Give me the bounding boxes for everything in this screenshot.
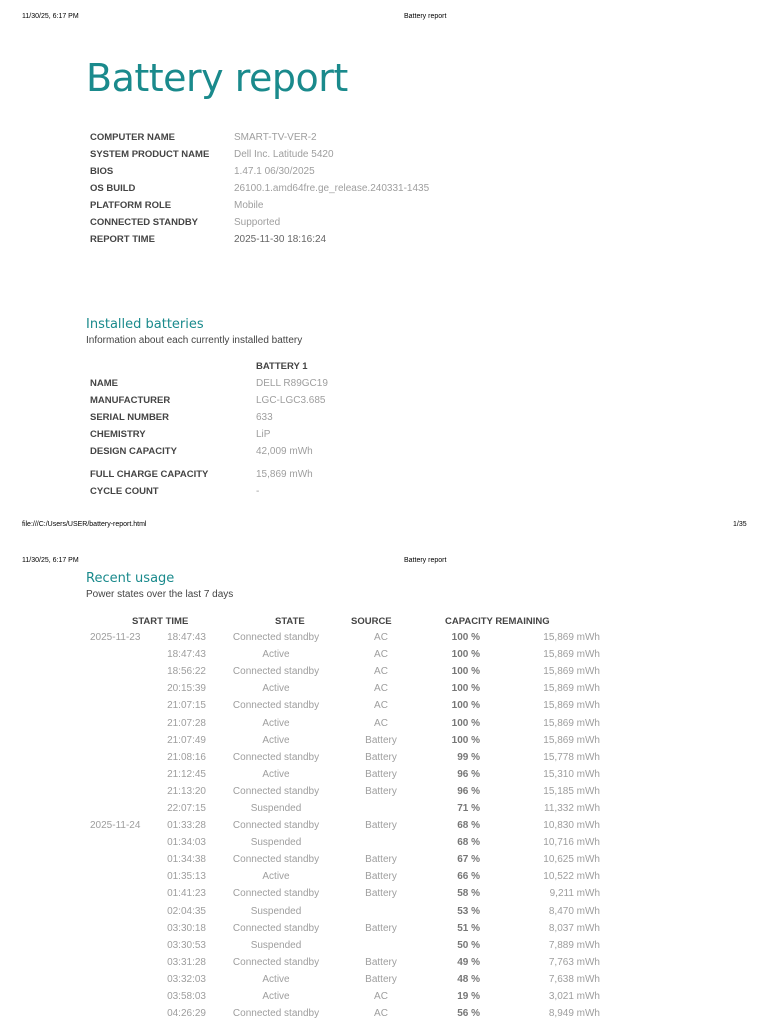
usage-capacity: 7,763 mWh — [548, 956, 600, 968]
usage-percent: 100 % — [451, 683, 480, 695]
usage-row — [86, 697, 600, 714]
usage-time: 22:07:15 — [167, 802, 206, 814]
usage-source — [346, 800, 416, 817]
usage-time: 01:41:23 — [167, 888, 206, 900]
page-title: Battery report — [86, 56, 348, 100]
usage-time: 04:26:29 — [167, 1008, 206, 1020]
usage-state: Suspended — [250, 939, 302, 951]
print-header-title: Battery report — [404, 557, 447, 564]
source-header: SOURCE — [351, 616, 392, 627]
usage-percent: 100 % — [451, 717, 480, 729]
usage-time: 21:07:28 — [167, 717, 206, 729]
system-info-value: 1.47.1 06/30/2025 — [234, 166, 315, 177]
usage-capacity: 15,869 mWh — [543, 683, 600, 695]
usage-date — [86, 954, 154, 971]
usage-date: 2025-11-24 — [90, 820, 141, 832]
usage-source — [346, 937, 416, 954]
usage-row — [86, 783, 600, 800]
usage-row — [86, 954, 600, 971]
recent-usage-table — [86, 629, 600, 1022]
usage-time: 21:13:20 — [167, 785, 206, 797]
battery-info-label: FULL CHARGE CAPACITY — [90, 469, 209, 480]
system-info-label: PLATFORM ROLE — [90, 200, 172, 211]
usage-percent: 49 % — [457, 956, 480, 968]
battery-info-label: DESIGN CAPACITY — [90, 446, 177, 457]
battery-info-label: NAME — [90, 378, 118, 389]
usage-date — [86, 800, 154, 817]
usage-row — [86, 1005, 600, 1022]
usage-time: 01:34:03 — [167, 837, 206, 849]
usage-state: Active — [262, 871, 290, 883]
usage-date — [86, 714, 154, 731]
report-time-value: 2025-11-30 18:16:24 — [234, 234, 327, 245]
usage-time: 03:58:03 — [167, 991, 206, 1003]
usage-row — [86, 988, 600, 1005]
usage-row — [86, 766, 600, 783]
usage-percent: 68 % — [457, 820, 480, 832]
print-header-datetime: 11/30/25, 6:17 PM — [22, 557, 79, 564]
usage-source — [346, 903, 416, 920]
battery-info-value: LiP — [256, 429, 271, 440]
usage-state: Active — [262, 973, 290, 985]
usage-source: Battery — [365, 734, 397, 746]
usage-capacity: 15,869 mWh — [543, 649, 600, 661]
print-header-datetime: 11/30/25, 6:17 PM — [22, 13, 79, 20]
usage-percent: 100 % — [451, 734, 480, 746]
battery-info-value: - — [256, 486, 260, 497]
usage-percent: 100 % — [451, 632, 480, 644]
usage-capacity: 15,185 mWh — [543, 785, 600, 797]
usage-capacity: 7,889 mWh — [548, 939, 600, 951]
usage-date — [86, 920, 154, 937]
battery-info-value: 633 — [256, 412, 273, 423]
usage-capacity: 11,332 mWh — [544, 802, 600, 814]
system-info-value: Dell Inc. Latitude 5420 — [234, 149, 334, 160]
usage-row — [86, 629, 600, 646]
print-footer-page: 1/35 — [733, 521, 747, 528]
usage-row — [86, 749, 600, 766]
usage-capacity: 10,716 mWh — [543, 837, 600, 849]
usage-percent: 99 % — [457, 751, 480, 763]
usage-percent: 68 % — [457, 837, 480, 849]
usage-percent: 71 % — [457, 802, 480, 814]
usage-date — [86, 988, 154, 1005]
battery-info-label: CYCLE COUNT — [90, 486, 159, 497]
usage-source: Battery — [365, 785, 397, 797]
usage-date — [86, 766, 154, 783]
usage-row — [86, 885, 600, 902]
usage-date — [86, 885, 154, 902]
usage-source: AC — [374, 666, 388, 678]
usage-capacity: 15,869 mWh — [543, 700, 600, 712]
usage-percent: 56 % — [457, 1008, 480, 1020]
usage-source: AC — [374, 991, 388, 1003]
system-info-label: CONNECTED STANDBY — [90, 217, 199, 228]
usage-state: Connected standby — [232, 956, 320, 968]
usage-capacity: 15,310 mWh — [543, 768, 600, 780]
usage-capacity: 8,470 mWh — [548, 905, 600, 917]
usage-source: Battery — [365, 956, 397, 968]
usage-percent: 67 % — [457, 854, 480, 866]
usage-date — [86, 1005, 154, 1022]
usage-state: Connected standby — [232, 1008, 320, 1020]
usage-time: 20:15:39 — [167, 683, 206, 695]
system-info-value: Mobile — [234, 200, 264, 211]
usage-percent: 19 % — [457, 991, 480, 1003]
usage-date — [86, 868, 154, 885]
usage-state: Connected standby — [232, 820, 320, 832]
usage-date — [86, 903, 154, 920]
usage-capacity: 7,638 mWh — [548, 973, 600, 985]
usage-source: AC — [374, 632, 388, 644]
usage-time: 02:04:35 — [167, 905, 206, 917]
usage-source — [346, 834, 416, 851]
start-time-header: START TIME — [132, 616, 189, 627]
usage-date — [86, 937, 154, 954]
usage-time: 21:12:45 — [167, 768, 206, 780]
usage-state: Active — [262, 734, 290, 746]
usage-date — [86, 851, 154, 868]
usage-date — [86, 663, 154, 680]
usage-source: AC — [374, 717, 388, 729]
usage-time: 21:08:16 — [167, 751, 206, 763]
usage-percent: 96 % — [457, 785, 480, 797]
usage-date: 2025-11-23 — [90, 632, 141, 644]
usage-date — [86, 680, 154, 697]
battery-info-value: 42,009 mWh — [256, 446, 313, 457]
usage-time: 18:47:43 — [167, 632, 206, 644]
usage-date — [86, 697, 154, 714]
usage-row — [86, 971, 600, 988]
usage-time: 21:07:49 — [167, 734, 206, 746]
usage-percent: 100 % — [451, 649, 480, 661]
usage-source: Battery — [365, 973, 397, 985]
usage-time: 03:32:03 — [167, 973, 206, 985]
usage-state: Active — [262, 991, 290, 1003]
battery-info-label: CHEMISTRY — [90, 429, 146, 440]
installed-batteries-title: Installed batteries — [86, 317, 204, 332]
usage-state: Connected standby — [232, 854, 320, 866]
usage-percent: 96 % — [457, 768, 480, 780]
usage-source: Battery — [365, 768, 397, 780]
usage-time: 01:33:28 — [167, 820, 206, 832]
usage-row — [86, 732, 600, 749]
usage-row — [86, 903, 600, 920]
usage-time: 03:30:53 — [167, 939, 206, 951]
capacity-remaining-header: CAPACITY REMAINING — [445, 616, 550, 627]
usage-capacity: 10,625 mWh — [543, 854, 600, 866]
usage-time: 01:34:38 — [167, 854, 206, 866]
usage-capacity: 9,211 mWh — [549, 888, 600, 900]
usage-source: AC — [374, 649, 388, 661]
usage-time: 21:07:15 — [167, 700, 206, 712]
usage-percent: 58 % — [457, 888, 480, 900]
usage-percent: 51 % — [457, 922, 480, 934]
system-info-value: Supported — [234, 217, 281, 228]
usage-date — [86, 834, 154, 851]
usage-state: Active — [262, 768, 290, 780]
battery-info-value: DELL R89GC19 — [256, 378, 328, 389]
usage-capacity: 10,522 mWh — [543, 871, 600, 883]
usage-state: Connected standby — [232, 751, 320, 763]
usage-source: AC — [374, 683, 388, 695]
usage-time: 03:30:18 — [167, 922, 206, 934]
usage-capacity: 15,869 mWh — [543, 666, 600, 678]
usage-time: 03:31:28 — [167, 956, 206, 968]
usage-capacity: 10,830 mWh — [543, 820, 600, 832]
usage-capacity: 3,021 mWh — [548, 991, 600, 1003]
system-info-label: COMPUTER NAME — [90, 132, 175, 143]
usage-date — [86, 646, 154, 663]
system-info-label: SYSTEM PRODUCT NAME — [90, 149, 210, 160]
usage-percent: 100 % — [451, 666, 480, 678]
usage-row — [86, 937, 600, 954]
usage-row — [86, 851, 600, 868]
battery-info-label: SERIAL NUMBER — [90, 412, 169, 423]
usage-row — [86, 646, 600, 663]
system-info-label: REPORT TIME — [90, 234, 155, 245]
usage-capacity: 15,869 mWh — [543, 632, 600, 644]
usage-date — [86, 783, 154, 800]
usage-state: Suspended — [250, 837, 302, 849]
system-info-value: 26100.1.amd64fre.ge_release.240331-1435 — [234, 183, 430, 194]
usage-row — [86, 714, 600, 731]
usage-row — [86, 817, 600, 834]
usage-state: Connected standby — [232, 785, 320, 797]
usage-percent: 100 % — [451, 700, 480, 712]
usage-capacity: 15,869 mWh — [543, 717, 600, 729]
usage-state: Connected standby — [232, 666, 320, 678]
battery-column-header: BATTERY 1 — [256, 361, 308, 372]
system-info-label: OS BUILD — [90, 183, 136, 194]
usage-source: Battery — [365, 888, 397, 900]
usage-date — [86, 732, 154, 749]
usage-source: AC — [374, 1008, 388, 1020]
installed-batteries-desc: Information about each currently installed battery — [86, 335, 303, 346]
usage-capacity: 15,869 mWh — [543, 734, 600, 746]
usage-time: 18:56:22 — [167, 666, 206, 678]
usage-state: Suspended — [250, 802, 302, 814]
usage-date — [86, 749, 154, 766]
usage-row — [86, 800, 600, 817]
usage-state: Active — [262, 683, 290, 695]
usage-source: Battery — [365, 751, 397, 763]
system-info-value: SMART-TV-VER-2 — [234, 132, 317, 143]
battery-info-value: 15,869 mWh — [256, 469, 313, 480]
system-info-label: BIOS — [90, 166, 114, 177]
state-header: STATE — [275, 616, 305, 627]
print-header-title: Battery report — [404, 13, 447, 20]
usage-time: 01:35:13 — [167, 871, 206, 883]
usage-state: Connected standby — [232, 922, 320, 934]
usage-state: Active — [262, 649, 290, 661]
usage-row — [86, 920, 600, 937]
usage-percent: 50 % — [457, 939, 480, 951]
usage-time: 18:47:43 — [167, 649, 206, 661]
usage-capacity: 8,037 mWh — [548, 922, 600, 934]
usage-capacity: 8,949 mWh — [548, 1008, 600, 1020]
usage-source: Battery — [365, 854, 397, 866]
usage-percent: 48 % — [457, 973, 480, 985]
battery-info-label: MANUFACTURER — [90, 395, 171, 406]
usage-capacity: 15,778 mWh — [543, 751, 600, 763]
usage-source: AC — [374, 700, 388, 712]
usage-source: Battery — [365, 871, 397, 883]
usage-percent: 53 % — [457, 905, 480, 917]
usage-state: Active — [262, 717, 290, 729]
usage-state: Connected standby — [232, 632, 320, 644]
battery-info-value: LGC-LGC3.685 — [256, 395, 326, 406]
usage-row — [86, 663, 600, 680]
usage-row — [86, 868, 600, 885]
usage-source: Battery — [365, 922, 397, 934]
usage-date — [86, 971, 154, 988]
usage-row — [86, 834, 600, 851]
print-footer-path: file:///C:/Users/USER/battery-report.html — [22, 521, 147, 528]
usage-row — [86, 680, 600, 697]
recent-usage-title: Recent usage — [86, 571, 175, 586]
usage-source: Battery — [365, 820, 397, 832]
recent-usage-desc: Power states over the last 7 days — [86, 589, 234, 600]
usage-state: Suspended — [250, 905, 302, 917]
usage-state: Connected standby — [232, 700, 320, 712]
usage-percent: 66 % — [457, 871, 480, 883]
usage-state: Connected standby — [232, 888, 320, 900]
